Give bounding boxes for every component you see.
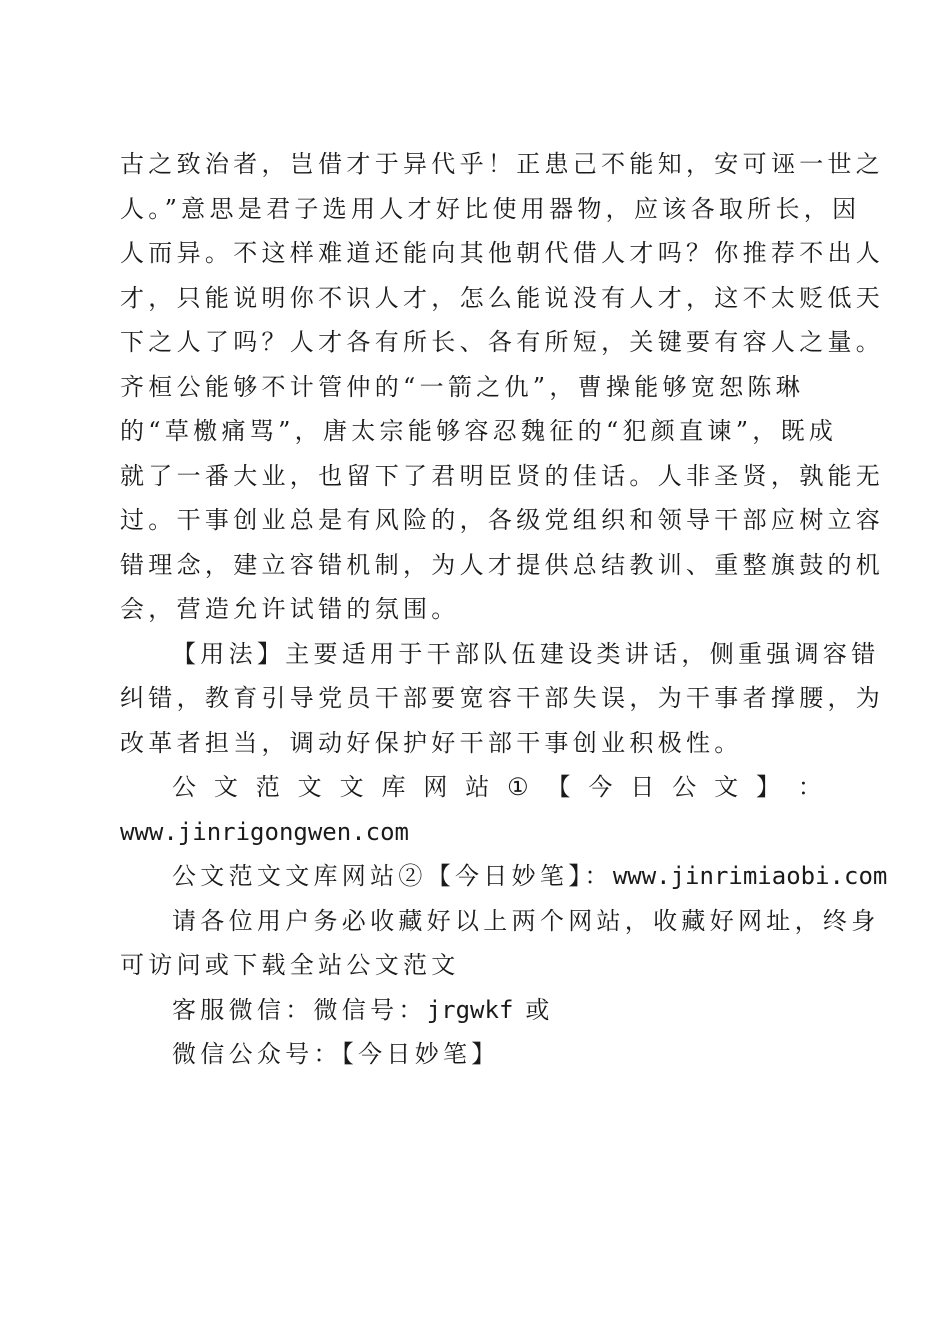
- site1-url-line: [120, 810, 822, 855]
- site1-char: 站: [465, 773, 490, 801]
- site2-row: [120, 854, 888, 899]
- site1-char: ：: [797, 773, 822, 801]
- wechat-id: jrgwkf: [426, 995, 514, 1024]
- usage-line: 纠错，教育引导党员干部要宽容干部失误，为干事者撑腰，为: [120, 684, 885, 712]
- wechat-row: [120, 988, 822, 1033]
- text-line: 人。”意思是君子选用人才好比使用器物，应该各取所长，因: [120, 194, 861, 223]
- wechat-or: 或: [513, 995, 554, 1024]
- site2-url[interactable]: www.jinrimiaobi.com: [612, 862, 888, 890]
- document-page: [120, 142, 888, 1077]
- text-line: 古之致治者，岂借才于异代乎！正患己不能知，安可诬一世之: [120, 150, 885, 178]
- text-line: 会，营造允许试错的氛围。: [120, 595, 460, 623]
- site1-char: 文: [213, 773, 238, 801]
- text-line: 齐桓公能够不计管仲的“一箭之仇”，曹操能够宽恕陈琳: [120, 372, 805, 401]
- site1-char: 】: [755, 773, 780, 801]
- site1-char: 公: [172, 773, 196, 801]
- text-line: 人而异。不这样难道还能向其他朝代借人才吗？你推荐不出人: [120, 239, 885, 267]
- text-line: 才，只能说明你不识人才，怎么能说没有人才，这不太贬低天: [120, 283, 885, 312]
- site1-char: 文: [297, 773, 322, 801]
- site1-char: ①: [507, 773, 529, 801]
- text-line: 就了一番大业，也留下了君明臣贤的佳话。人非圣贤，孰能无: [120, 461, 885, 490]
- body-paragraph: [120, 142, 885, 632]
- site2-line: [120, 854, 888, 899]
- site1-char: 网: [423, 773, 448, 801]
- text-line: 下之人了吗？人才各有所长、各有所短，关键要有容人之量。: [120, 328, 885, 356]
- site1-char: 公: [672, 773, 697, 801]
- site1-char: 日: [630, 773, 655, 801]
- site1-url[interactable]: www.jinrigongwen.com: [120, 817, 409, 846]
- text-line: 过。干事创业总是有风险的，各级党组织和领导干部应树立容: [120, 506, 885, 534]
- site1-char: 文: [714, 773, 739, 801]
- official-account-line: [120, 1032, 822, 1077]
- notice-paragraph: [120, 899, 880, 988]
- site1-char: 今: [588, 773, 613, 801]
- notice-line: 请各位用户务必收藏好以上两个网站，收藏好网址，终身: [172, 906, 880, 935]
- site1-char: 文: [339, 773, 364, 801]
- notice-line: 可访问或下载全站公文范文: [120, 951, 460, 979]
- site1-block: [120, 765, 822, 854]
- site1-char: 【: [546, 773, 571, 801]
- wechat-label: 客服微信：微信号：: [172, 995, 427, 1024]
- site1-char: 库: [381, 773, 406, 801]
- usage-paragraph: [120, 632, 885, 766]
- wechat-line: [120, 988, 822, 1033]
- official-account: 微信公众号：【今日妙笔】: [172, 1040, 500, 1068]
- site2-label: 公文范文文库网站②【今日妙笔】：: [172, 862, 613, 890]
- usage-line: 改革者担当，调动好保护好干部干事创业积极性。: [120, 728, 743, 757]
- text-line: 错理念，建立容错机制，为人才提供总结教训、重整旗鼓的机: [120, 550, 885, 579]
- site1-char: 范: [255, 773, 280, 801]
- site1-label: [120, 765, 822, 810]
- usage-line: 【用法】主要适用于干部队伍建设类讲话，侧重强调容错: [172, 639, 880, 668]
- text-line: 的“草檄痛骂”，唐太宗能够容忍魏征的“犯颜直谏”，既成: [120, 417, 838, 445]
